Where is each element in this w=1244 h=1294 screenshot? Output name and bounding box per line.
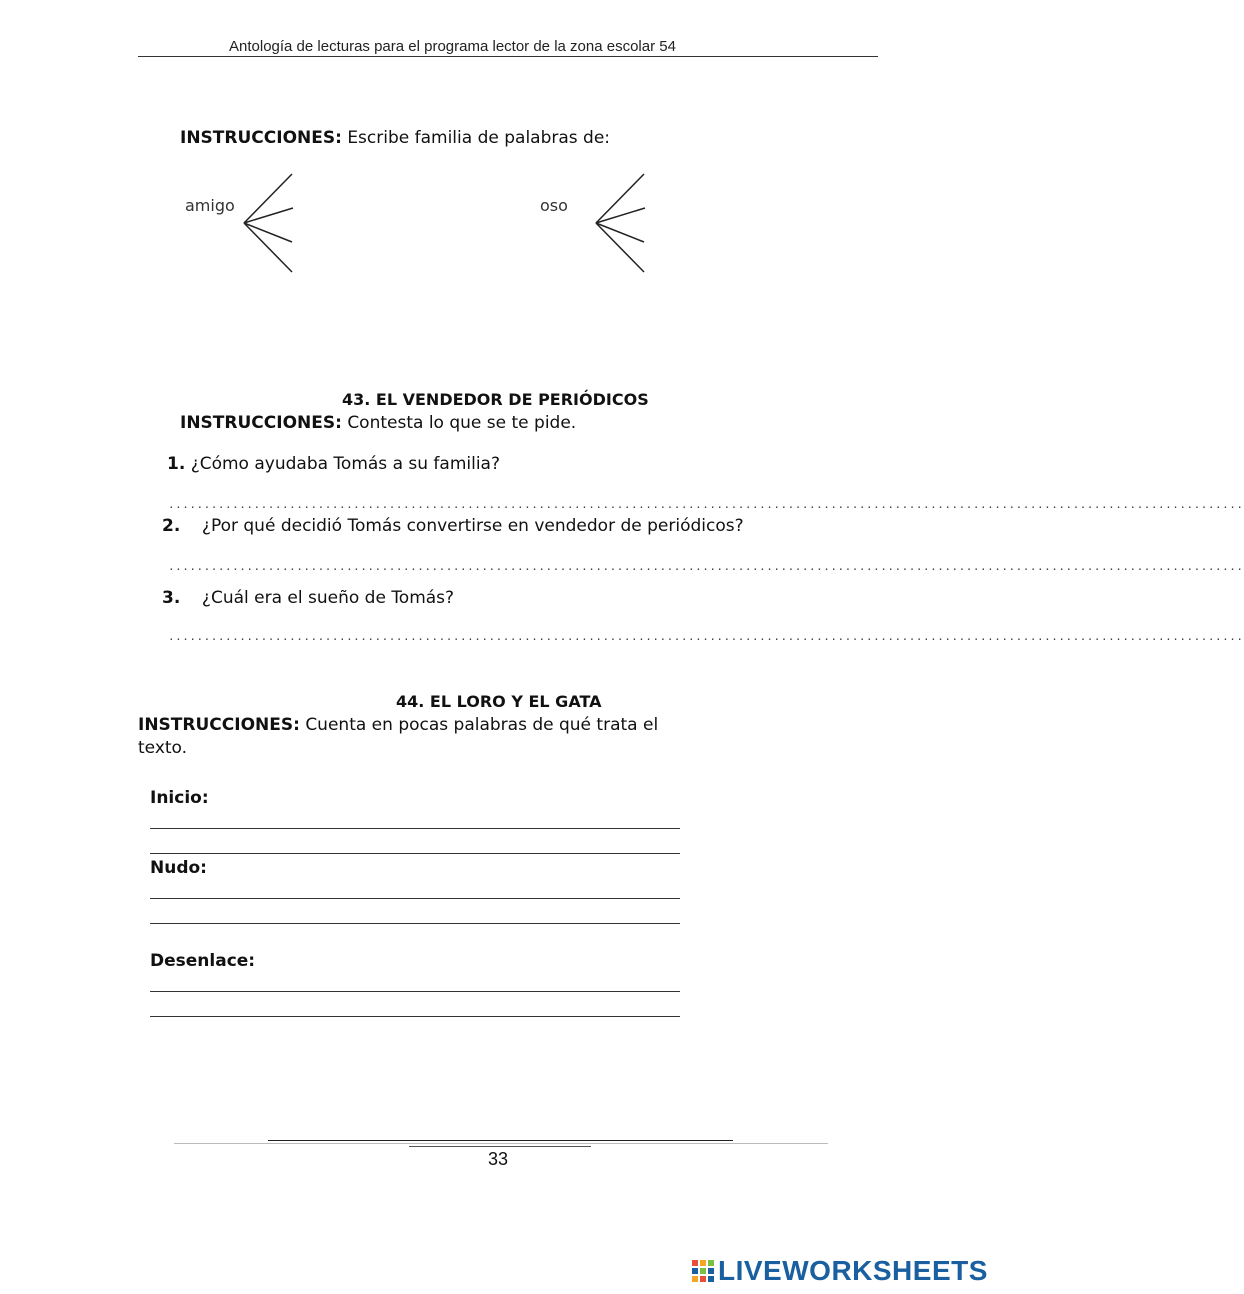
question-2	[162, 516, 744, 536]
section-44-instr-text-continued: texto.	[138, 738, 188, 758]
question-3-text: ¿Cuál era el sueño de Tomás?	[201, 588, 455, 608]
section-44-instr-text: Cuenta en pocas palabras de qué trata el	[305, 715, 659, 735]
section-44-title: 44. EL LORO Y EL GATA	[396, 692, 602, 711]
desenlace-answer-line-1[interactable]	[150, 991, 680, 992]
inicio-answer-line-2[interactable]	[150, 853, 680, 854]
family-word-oso: oso	[540, 196, 568, 215]
desenlace-answer-line-2[interactable]	[150, 1016, 680, 1017]
question-3-number: 3.	[162, 588, 181, 608]
inicio-answer-line-1[interactable]	[150, 828, 680, 829]
nudo-answer-line-1[interactable]	[150, 898, 680, 899]
answer-line-3[interactable]: .......................................................................................................................................................	[168, 630, 1244, 643]
footer-rule-dark	[268, 1140, 733, 1141]
section-43-instructions	[180, 413, 576, 433]
question-1-number: 1.	[167, 454, 186, 474]
question-1-text: ¿Cómo ayudaba Tomás a su familia?	[190, 454, 500, 474]
family-word-amigo: amigo	[185, 196, 235, 215]
liveworksheets-logo-text: LIVEWORKSHEETS	[718, 1255, 988, 1286]
nudo-answer-line-2[interactable]	[150, 923, 680, 924]
page-number: 33	[488, 1149, 509, 1169]
label-desenlace: Desenlace:	[150, 951, 256, 971]
header-rule	[138, 56, 878, 57]
family-instr-label: INSTRUCCIONES:	[180, 128, 342, 148]
question-2-number: 2.	[162, 516, 181, 536]
section-43-instr-label: INSTRUCCIONES:	[180, 413, 342, 433]
family-instr-text: Escribe familia de palabras de:	[347, 128, 611, 148]
branch-diagram-amigo	[240, 170, 300, 278]
liveworksheets-logo[interactable]	[692, 1255, 988, 1287]
section-44-instr-label: INSTRUCCIONES:	[138, 715, 300, 735]
label-nudo: Nudo:	[150, 858, 207, 878]
liveworksheets-logo-icon	[692, 1260, 714, 1282]
section-44-instructions	[138, 715, 658, 735]
branch-diagram-oso	[592, 170, 652, 278]
question-1	[167, 454, 500, 474]
answer-line-1[interactable]: .......................................................................................................................................................	[168, 498, 1244, 511]
section-43-instr-text: Contesta lo que se te pide.	[347, 413, 577, 433]
section-43-title: 43. EL VENDEDOR DE PERIÓDICOS	[342, 390, 649, 409]
answer-line-2[interactable]: .......................................................................................................................................................	[168, 560, 1244, 573]
page-header-title: Antología de lecturas para el programa lector de la zona escolar 54	[229, 38, 676, 55]
label-inicio: Inicio:	[150, 788, 209, 808]
family-instructions	[180, 128, 610, 148]
footer-rule-light	[174, 1143, 828, 1144]
footer-rule-short	[409, 1146, 591, 1147]
question-2-text: ¿Por qué decidió Tomás convertirse en vendedor de periódicos?	[201, 516, 744, 536]
question-3	[162, 588, 454, 608]
